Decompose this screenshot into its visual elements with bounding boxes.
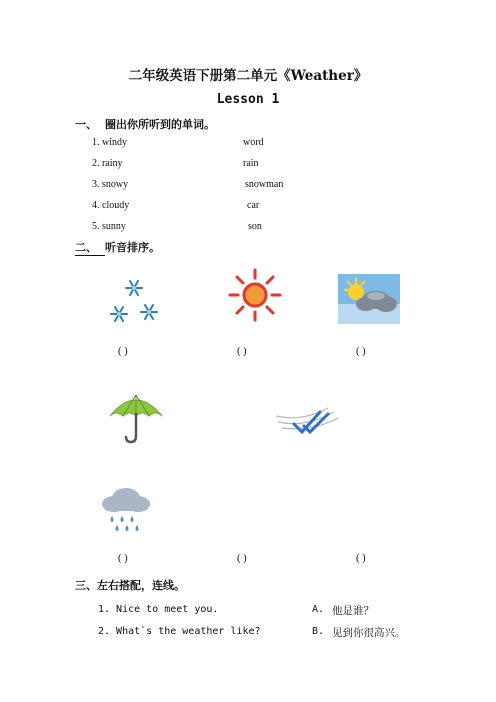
word-left-2: 2. rainy [92,158,123,169]
answer-blank-5[interactable]: ( ) [237,553,247,564]
word-left-5: 5. sunny [92,221,126,232]
answer-blank-2[interactable]: ( ) [237,346,247,357]
section-2-number: 二、 [75,239,105,256]
lesson-title: Lesson 1 [216,92,280,107]
page-title: 二年级英语下册第二单元《Weather》 [128,68,368,84]
word-right-4[interactable]: car [247,200,260,211]
word-left-3: 3. snowy [92,179,129,190]
match-left-2[interactable]: 2. What`s the weather like? [98,626,261,637]
word-right-5[interactable]: son [248,221,262,232]
answer-blank-3[interactable]: ( ) [356,346,366,357]
match-right-2[interactable]: 见到你很高兴。 [332,627,406,639]
answer-blank-6[interactable]: ( ) [356,553,366,564]
sun-cloud-icon [338,274,400,324]
section-1-label: 圈出你所听到的单词。 [105,118,215,131]
snowflakes-icon [104,276,162,326]
section-2-label: 听音排序。 [105,241,160,254]
section-1-heading [75,116,215,132]
word-right-3[interactable]: snowman [245,179,284,190]
answer-blank-1[interactable]: ( ) [118,346,128,357]
word-right-2[interactable]: rain [243,158,259,169]
section-2-heading [75,239,160,256]
match-left-1[interactable]: 1. Nice to meet you. [98,604,219,615]
umbrella-icon [106,390,166,446]
wind-icon [272,400,344,442]
word-left-4: 4. cloudy [92,200,130,211]
match-right-letter-1: A. [312,604,325,615]
answer-blank-4[interactable]: ( ) [118,553,128,564]
section-1-number: 一、 [75,118,97,131]
match-right-letter-2: B. [312,626,325,637]
section-3-heading: 三、左右搭配，连线。 [75,579,185,592]
word-left-1: 1. windy [92,137,127,148]
word-right-1[interactable]: word [243,137,264,148]
rain-cloud-icon [98,484,154,534]
match-right-1[interactable]: 他是谁？ [332,605,374,617]
sun-icon [228,268,282,322]
